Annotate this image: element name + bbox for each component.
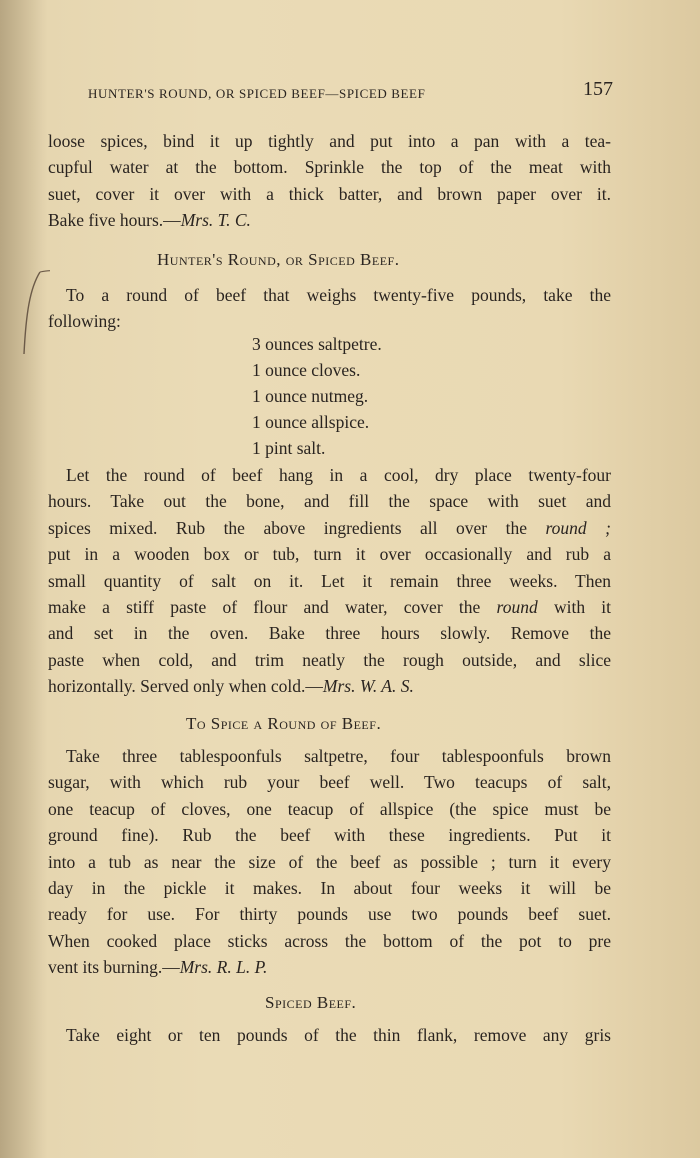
text-line: When cooked place sticks across the bottom of the pot to pre [48, 930, 611, 951]
text-line: paste when cold, and trim neatly the rough outside, and slice [48, 649, 611, 670]
attribution: Mrs. W. A. S. [322, 676, 414, 697]
ingredient-item: 1 ounce cloves. [252, 360, 361, 380]
text-line: Take eight or ten pounds of the thin flank, remove any gris [66, 1025, 611, 1045]
text-line: day in the pickle it makes. In about four weeks it will be [48, 878, 611, 899]
recipe-title-spiced-beef: Spiced Beef. [265, 993, 357, 1012]
text-line: Let the round of beef hang in a cool, dry place twenty-four [66, 465, 611, 485]
recipe-title-hunters-round: Hunter's Round, or Spiced Beef. [157, 250, 400, 269]
text-line: make a stiff paste of flour and water, cover the round with it [48, 597, 612, 618]
recipe3-body [48, 1022, 611, 1048]
text-line: and set in the oven. Bake three hours slowly. Remove the [48, 623, 611, 644]
text-line: small quantity of salt on it. Let it remain three weeks. Then [48, 570, 611, 591]
recipe-title-spice-round: To Spice a Round of Beef. [186, 714, 382, 733]
recipe1-intro [48, 282, 611, 335]
recipe1-body [48, 462, 611, 700]
ingredient-item: 1 pint salt. [252, 438, 326, 458]
text-line: horizontally. Served only when cold.—Mrs. W. A. S. [48, 676, 414, 697]
text-line: ready for use. For thirty pounds use two pounds beef suet. [48, 904, 611, 925]
pencil-margin-mark [20, 268, 50, 358]
ingredient-item: 3 ounces saltpetre. [252, 334, 382, 354]
text-line: loose spices, bind it up tightly and put into a pan with a tea- [48, 131, 611, 151]
running-header [88, 78, 613, 102]
attribution: Mrs. R. L. P. [179, 957, 268, 978]
text-line: following: [48, 311, 121, 332]
text-line: into a tub as near the size of the beef as possible ; turn it every [48, 851, 611, 872]
intro-paragraph [48, 128, 611, 234]
text-line: Take three tablespoonfuls saltpetre, four tablespoonfuls brown [66, 746, 611, 766]
ingredient-item: 1 ounce nutmeg. [252, 386, 369, 406]
ingredient-list [252, 331, 382, 461]
text-line: hours. Take out the bone, and fill the space with suet and [48, 491, 611, 512]
text-line: sugar, with which rub your beef well. Two teacups of salt, [48, 772, 611, 793]
attribution: Mrs. T. C. [180, 210, 251, 231]
text-line: ground fine). Rub the beef with these ingredients. Put it [48, 825, 611, 846]
text-line: spices mixed. Rub the above ingredients all over the round ; [48, 517, 611, 538]
text-line: To a round of beef that weighs twenty-five pounds, take the [66, 285, 611, 305]
ingredient-item: 1 ounce allspice. [252, 412, 370, 432]
recipe2-body [48, 743, 611, 981]
text-line: vent its burning.—Mrs. R. L. P. [48, 957, 268, 978]
text-line: suet, cover it over with a thick batter, and brown paper over it. [48, 183, 611, 204]
spine-shadow [0, 0, 48, 1158]
text-line: cupful water at the bottom. Sprinkle the top of the meat with [48, 157, 611, 178]
text-line: Bake five hours.—Mrs. T. C. [48, 210, 251, 231]
text-line: put in a wooden box or tub, turn it over occasionally and rub a [48, 544, 611, 565]
running-title: HUNTER'S ROUND, OR SPICED BEEF—SPICED BEEF [88, 86, 426, 101]
text-line: one teacup of cloves, one teacup of allspice (the spice must be [48, 798, 611, 819]
page-number: 157 [583, 78, 613, 100]
